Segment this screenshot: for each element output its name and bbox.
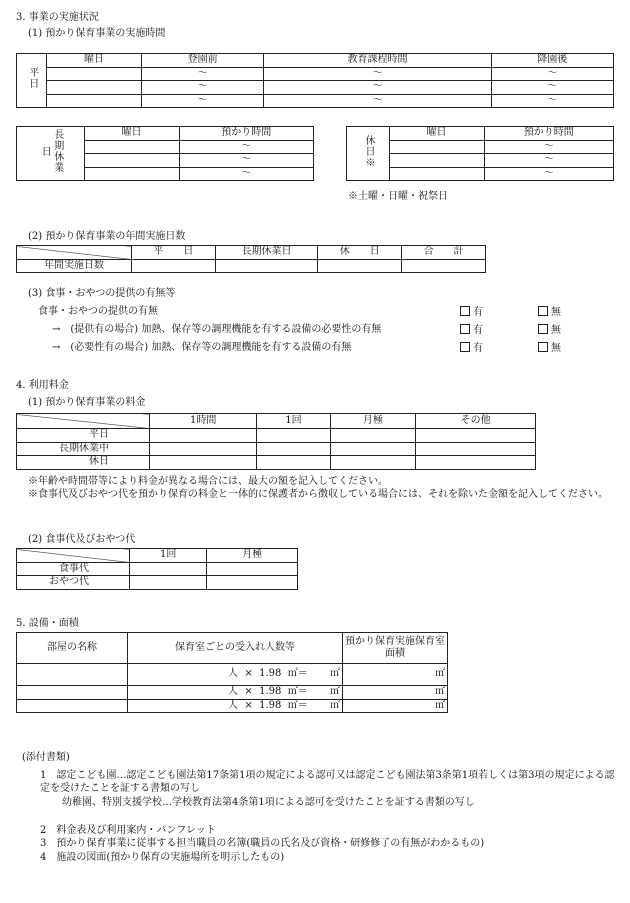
sqm-unit: ㎡ xyxy=(435,668,445,680)
checkbox-no-1[interactable] xyxy=(538,306,561,320)
section-4-2-title: (2) 食事代及びおやつ代 xyxy=(28,534,136,545)
day-header: 曜日 xyxy=(84,127,179,141)
day-cell[interactable] xyxy=(84,140,179,154)
yes-label: 有 xyxy=(473,325,483,336)
holiday-table xyxy=(346,126,614,181)
day-cell[interactable] xyxy=(389,167,484,181)
checkbox-icon[interactable] xyxy=(460,306,470,316)
col-after: 降園後 xyxy=(491,54,613,68)
times-sign: × xyxy=(244,668,253,680)
attachment-item-4: 4 施設の図面(預かり保育の実施場所を明示したもの) xyxy=(40,852,285,863)
sqm-unit: ㎡ xyxy=(330,686,340,697)
no-label: 無 xyxy=(551,325,561,336)
hours-header: 預かり時間 xyxy=(484,127,614,141)
day-cell[interactable] xyxy=(389,140,484,154)
long-holiday-table xyxy=(16,126,314,181)
unit-person: 人 xyxy=(228,699,238,711)
section-3-3-title: (3) 食事・おやつの提供の有無等 xyxy=(28,288,176,299)
time-cell[interactable]: ～ xyxy=(142,81,264,95)
holiday-label: 休日※ xyxy=(363,134,374,168)
attachment-item-3: 3 預かり保育事業に従事する担当職員の名簿(職員の氏名及び資格・研修修了の有無がわかるもの) xyxy=(40,838,485,849)
fee-cell[interactable] xyxy=(150,456,257,470)
checkbox-yes-1[interactable] xyxy=(460,306,483,320)
section-5-title: 5. 設備・面積 xyxy=(16,618,79,629)
checkbox-icon[interactable] xyxy=(538,306,548,316)
annual-col-weekday: 平 日 xyxy=(132,246,216,260)
factor: 1.98 xyxy=(259,686,282,697)
times-sign: × xyxy=(244,686,253,697)
annual-cell[interactable] xyxy=(215,259,317,273)
fee-note-2: ※食事代及びおやつ代を預かり保育の料金と一体的に保護者から徴収している場合には、それを除いた金額を記入してください。 xyxy=(28,489,608,500)
day-header: 曜日 xyxy=(47,54,142,68)
fee-cell[interactable] xyxy=(416,429,536,443)
area-cell[interactable] xyxy=(343,699,448,713)
section-4-1-title: (1) 預かり保育事業の料金 xyxy=(28,397,146,408)
meal-fee-col-once: 1回 xyxy=(130,549,207,563)
no-label: 無 xyxy=(551,343,561,354)
fee-cell[interactable] xyxy=(257,442,330,456)
weekday-label: 平日 xyxy=(26,67,38,90)
annual-days-table xyxy=(16,245,486,273)
meal-row-2: → (提供有の場合) 加熱、保存等の調理機能を有する設備の必要性の有無 xyxy=(52,324,382,335)
time-cell[interactable]: ～ xyxy=(484,154,614,168)
checkbox-yes-2[interactable] xyxy=(460,324,483,338)
checkbox-no-2[interactable] xyxy=(538,324,561,338)
room-name-cell[interactable] xyxy=(17,664,128,686)
meal-row-3: → (必要性有の場合) 加熱、保存等の調理機能を有する設備の有無 xyxy=(52,342,352,353)
sqm-equals: ㎡＝ xyxy=(287,699,308,711)
fee-cell[interactable] xyxy=(330,429,416,443)
section-4-title: 4. 利用料金 xyxy=(16,380,69,391)
annual-col-total: 合 計 xyxy=(402,246,486,260)
checkbox-icon[interactable] xyxy=(460,324,470,334)
time-cell[interactable]: ～ xyxy=(142,94,264,108)
fac-col-room: 部屋の名称 xyxy=(17,633,128,664)
day-cell[interactable] xyxy=(47,94,142,108)
annual-col-long-holiday: 長期休業日 xyxy=(215,246,317,260)
yes-label: 有 xyxy=(473,307,483,318)
fee-cell[interactable] xyxy=(416,456,536,470)
section-3-title: 3. 事業の実施状況 xyxy=(16,12,99,23)
meal-fee-cell[interactable] xyxy=(207,562,298,576)
fee-cell[interactable] xyxy=(330,442,416,456)
fee-cell[interactable] xyxy=(257,456,330,470)
fee-cell[interactable] xyxy=(330,456,416,470)
capacity-cell[interactable] xyxy=(128,664,343,686)
meal-fee-col-monthly: 月極 xyxy=(207,549,298,563)
long-holiday-label-cell xyxy=(17,127,85,181)
meal-fee-row-meal: 食事代 xyxy=(17,562,130,576)
weekday-label-cell xyxy=(17,54,47,108)
meal-fee-cell[interactable] xyxy=(130,576,207,590)
area-cell[interactable] xyxy=(343,664,448,686)
sqm-unit: ㎡ xyxy=(330,668,340,680)
fee-cell[interactable] xyxy=(150,429,257,443)
time-cell[interactable]: ～ xyxy=(179,140,314,154)
fee-col-once: 1回 xyxy=(257,414,330,429)
fee-row-weekday: 平日 xyxy=(17,429,150,443)
hours-header: 預かり時間 xyxy=(179,127,314,141)
holiday-note: ※土曜・日曜・祝祭日 xyxy=(348,191,448,202)
section-3-1-title: (1) 預かり保育事業の実施時間 xyxy=(28,28,166,39)
annual-col-holiday: 休 日 xyxy=(318,246,402,260)
area-cell[interactable] xyxy=(343,686,448,700)
meal-fee-cell[interactable] xyxy=(207,576,298,590)
checkbox-yes-3[interactable] xyxy=(460,342,483,356)
time-cell[interactable]: ～ xyxy=(179,167,314,181)
fee-table xyxy=(16,413,536,470)
sqm-unit: ㎡ xyxy=(435,699,445,711)
time-cell[interactable]: ～ xyxy=(491,67,613,81)
fee-note-1: ※年齢や時間帯等により料金が異なる場合には、最大の額を記入してください。 xyxy=(28,476,388,487)
day-cell[interactable] xyxy=(47,81,142,95)
long-holiday-label: 長期休業日 xyxy=(39,129,63,174)
attachment-item-1b: 幼稚園、特別支援学校…学校教育法第4条第1項による認可を受けたことを証する書類の写し xyxy=(62,797,475,808)
attachments-title: (添付書類) xyxy=(22,752,70,763)
fac-col-area: 預かり保育実施保育室面積 xyxy=(343,633,448,664)
day-cell[interactable] xyxy=(47,67,142,81)
holiday-label-cell xyxy=(347,127,390,181)
time-cell[interactable]: ～ xyxy=(264,67,491,81)
fac-col-capacity: 保育室ごとの受入れ人数等 xyxy=(128,633,343,664)
fee-col-other: その他 xyxy=(416,414,536,429)
time-cell[interactable]: ～ xyxy=(142,67,264,81)
time-cell[interactable]: ～ xyxy=(491,94,613,108)
fee-row-long-holiday: 長期休業中 xyxy=(17,442,150,456)
weekday-hours-table xyxy=(16,53,614,108)
fee-col-monthly: 月極 xyxy=(330,414,416,429)
sqm-unit: ㎡ xyxy=(330,699,340,711)
day-header: 曜日 xyxy=(389,127,484,141)
no-label: 無 xyxy=(551,307,561,318)
yes-label: 有 xyxy=(473,343,483,354)
meal-fee-cell[interactable] xyxy=(130,562,207,576)
section-3-2-title: (2) 預かり保育事業の年間実施日数 xyxy=(28,231,186,242)
capacity-cell[interactable] xyxy=(128,686,343,700)
attachment-item-2: 2 料金表及び利用案内・パンフレット xyxy=(40,825,216,836)
annual-row-label: 年間実施日数 xyxy=(17,259,132,273)
checkbox-no-3[interactable] xyxy=(538,342,561,356)
facility-table xyxy=(16,632,448,713)
fee-cell[interactable] xyxy=(150,442,257,456)
fee-row-holiday: 休日 xyxy=(17,456,150,470)
fee-cell[interactable] xyxy=(257,429,330,443)
factor: 1.98 xyxy=(259,699,282,711)
attachment-item-1: 1 認定こども園…認定こども園法第17条第1項の規定による認可又は認定こども園法第3条第1項若しくは第3項の規定による認定を受けたことを証する書類の写し xyxy=(40,770,615,794)
diagonal-cell xyxy=(17,246,132,260)
col-during: 教育課程時間 xyxy=(264,54,491,68)
unit-person: 人 xyxy=(228,668,238,680)
day-cell[interactable] xyxy=(84,154,179,168)
fee-col-hour: 1時間 xyxy=(150,414,257,429)
time-cell[interactable]: ～ xyxy=(264,94,491,108)
time-cell[interactable]: ～ xyxy=(179,154,314,168)
factor: 1.98 xyxy=(259,668,282,680)
annual-cell[interactable] xyxy=(318,259,402,273)
annual-cell[interactable] xyxy=(402,259,486,273)
time-cell[interactable]: ～ xyxy=(484,167,614,181)
checkbox-icon[interactable] xyxy=(538,324,548,334)
sqm-equals: ㎡＝ xyxy=(287,686,308,697)
capacity-cell[interactable] xyxy=(128,699,343,713)
diagonal-cell xyxy=(17,414,150,429)
checkbox-icon[interactable] xyxy=(538,342,548,352)
times-sign: × xyxy=(244,699,253,711)
diagonal-cell xyxy=(17,549,130,563)
fee-cell[interactable] xyxy=(416,442,536,456)
meal-fee-table xyxy=(16,548,298,590)
sqm-unit: ㎡ xyxy=(435,686,445,697)
meal-fee-row-snack: おやつ代 xyxy=(17,576,130,590)
checkbox-icon[interactable] xyxy=(460,342,470,352)
col-before: 登園前 xyxy=(142,54,264,68)
room-name-cell[interactable] xyxy=(17,686,128,700)
unit-person: 人 xyxy=(228,686,238,697)
meal-row-1: 食事・おやつの提供の有無 xyxy=(38,306,158,317)
room-name-cell[interactable] xyxy=(17,699,128,713)
time-cell[interactable]: ～ xyxy=(484,140,614,154)
day-cell[interactable] xyxy=(84,167,179,181)
day-cell[interactable] xyxy=(389,154,484,168)
time-cell[interactable]: ～ xyxy=(491,81,613,95)
time-cell[interactable]: ～ xyxy=(264,81,491,95)
annual-cell[interactable] xyxy=(132,259,216,273)
sqm-equals: ㎡＝ xyxy=(287,668,308,680)
